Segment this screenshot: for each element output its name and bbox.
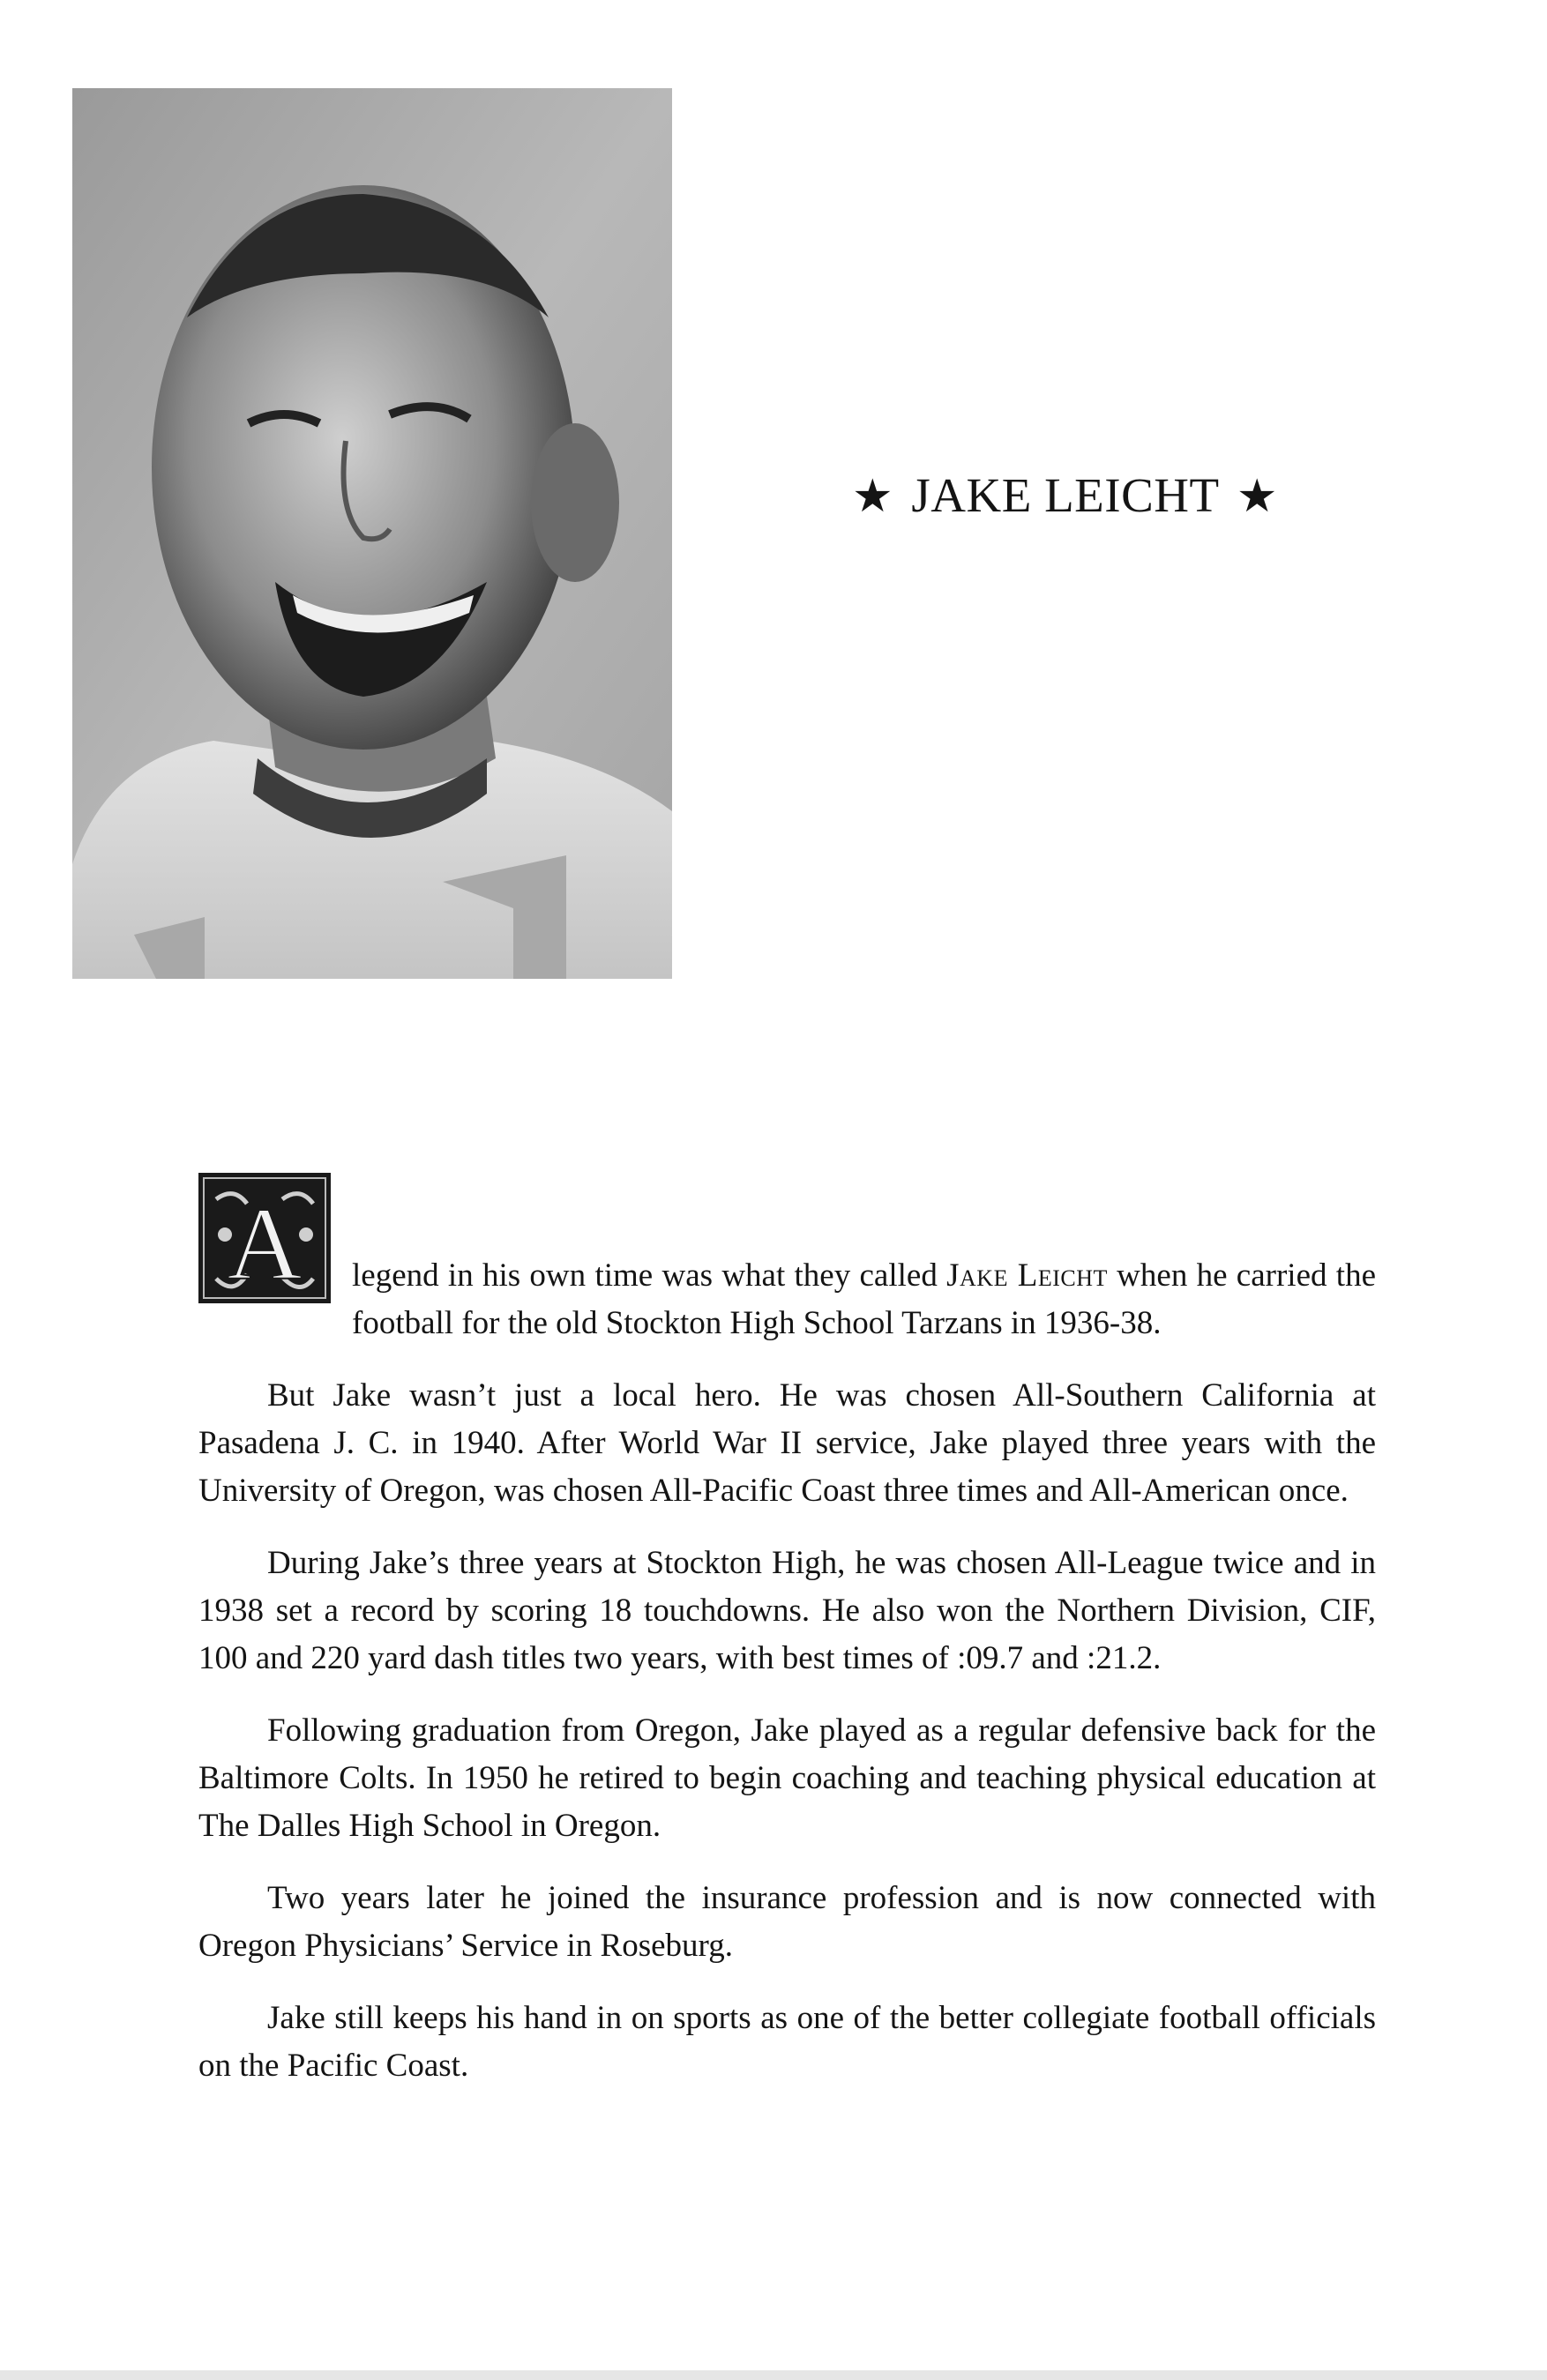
biography-text <box>198 1173 1376 2115</box>
paragraph-2: But Jake wasn’t just a local hero. He was chosen All-Southern California at Pasadena J. C. in 1940. After World War II service, Jake played three years with the University of Oregon, was chosen All-Pacific Coast three times and All-American once. <box>198 1377 1376 1509</box>
drop-cap-icon <box>198 1173 331 1303</box>
paragraph-6: Jake still keeps his hand in on sports as one of the better collegiate football officials on the Pacific Coast. <box>198 2000 1376 2084</box>
star-icon: ★ <box>852 472 894 522</box>
title-text: JAKE LEICHT <box>911 468 1219 522</box>
paragraph-1 <box>198 1173 1376 1347</box>
page-title <box>847 467 1341 523</box>
svg-text:A: A <box>227 1186 303 1302</box>
paragraph-4: Following graduation from Oregon, Jake played as a regular defensive back for the Baltimore Colts. In 1950 he retired to begin coaching and teaching physical education at The Dalles High School in Oregon. <box>198 1712 1376 1844</box>
paragraph-1-text-a: legend in his own time was what they called <box>352 1257 947 1294</box>
paragraph-1-text-b: when he carried the football for the old Stockton High School Tarzans in 1936-38. <box>352 1257 1376 1341</box>
player-name: Jake Leicht <box>946 1257 1108 1294</box>
paragraph-5: Two years later he joined the insurance profession and is now connected with Oregon Physicians’ Service in Roseburg. <box>198 1880 1376 1964</box>
page-edge-divider <box>0 2370 1547 2380</box>
star-icon: ★ <box>1236 472 1278 522</box>
portrait-photo <box>72 88 672 979</box>
portrait-photo-icon <box>72 88 672 979</box>
paragraph-3: During Jake’s three years at Stockton High, he was chosen All-League twice and in 1938 set a record by scoring 18 touchdowns. He also won the Northern Division, CIF, 100 and 220 yard dash titles two years, with best times of :09.7 and :21.2. <box>198 1545 1376 1676</box>
